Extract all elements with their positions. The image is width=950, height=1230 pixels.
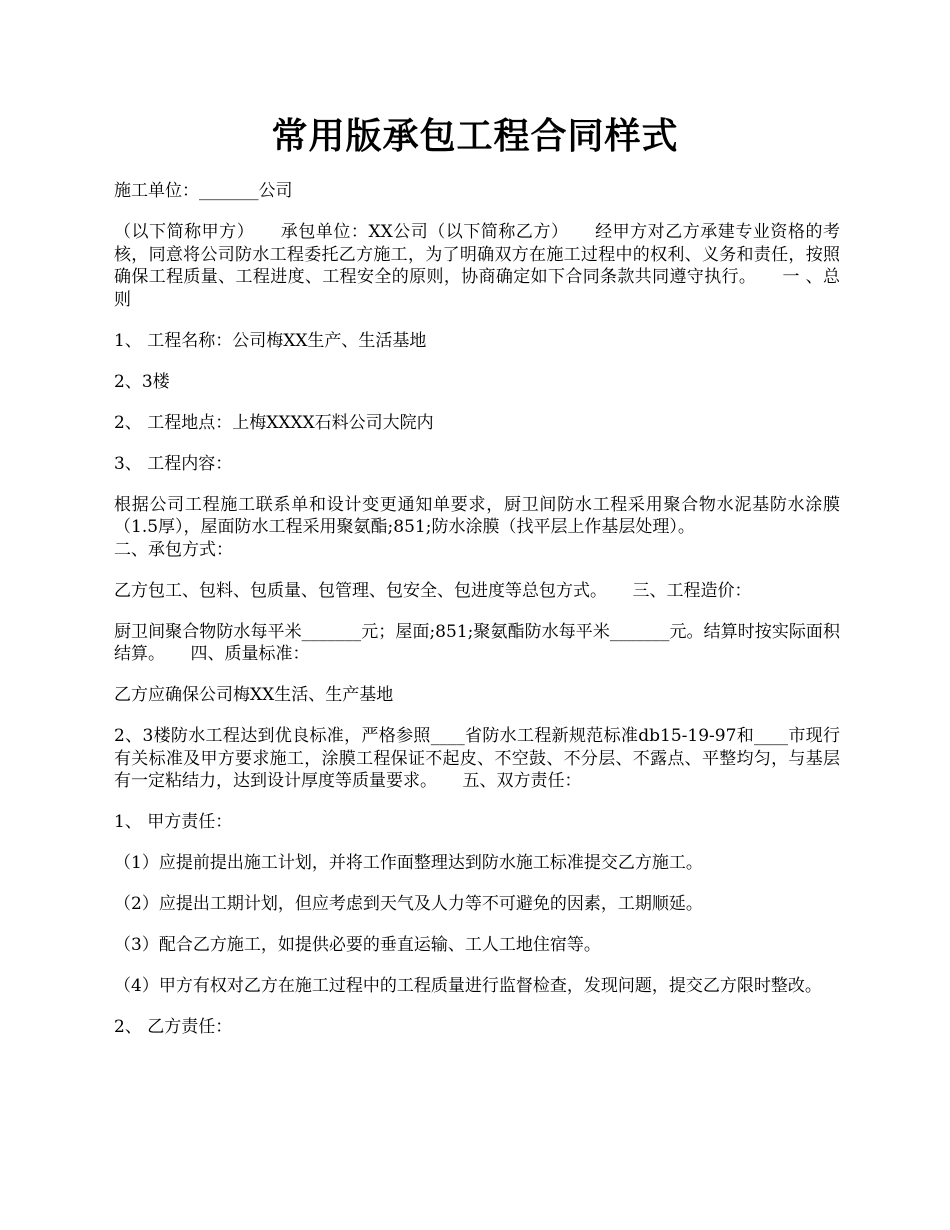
paragraph-floors: 2、3楼	[114, 371, 170, 392]
paragraph-party-a-item-1: （1）应提前提出施工计划，并将工作面整理达到防水施工标准提交乙方施工。	[114, 853, 703, 873]
document-title: 常用版承包工程合同样式	[271, 115, 679, 157]
paragraph-contract-mode: 乙方包工、包料、包质量、包管理、包安全、包进度等总包方式。 三、工程造价：	[114, 580, 752, 601]
paragraph-party-a-item-3: （3）配合乙方施工，如提供必要的垂直运输、工人工地住宿等。	[114, 935, 601, 955]
paragraph-project-location: 2、 工程地点：上梅XXXX石料公司大院内	[114, 412, 434, 433]
paragraph-project-name: 1、 工程名称：公司梅XX生产、生活基地	[114, 330, 427, 351]
paragraph-party-b-heading: 2、 乙方责任：	[114, 1017, 233, 1037]
paragraph-contract-mode-heading: 二、承包方式：	[114, 539, 233, 560]
document-body	[114, 180, 840, 1057]
paragraph-quality-standard: 2、3楼防水工程达到优良标准，严格参照____省防水工程新规范标准db15-19-97和____市现行有关标准及甲方要求施工，涂膜工程保证不起皮、不空鼓、不分层、不露点、平整均匀，与基层有一定粘结力，达到设计厚度等质量要求。 五、双方责任：	[114, 726, 840, 791]
paragraph-project-cost: 厨卫间聚合物防水每平米_______元；屋面;851;聚氨酯防水每平米_______元。结算时按实际面积结算。 四、质量标准：	[114, 621, 840, 664]
paragraph-party-a-heading: 1、 甲方责任：	[114, 812, 233, 832]
paragraph-party-a-item-2: （2）应提出工期计划，但应考虑到天气及人力等不可避免的因素，工期顺延。	[114, 894, 703, 914]
paragraph-project-content-heading: 3、 工程内容：	[114, 453, 233, 474]
paragraph-intro: （以下简称甲方） 承包单位：XX公司（以下简称乙方） 经甲方对乙方承建专业资格的考核，同意将公司防水工程委托乙方施工，为了明确双方在施工过程中的权利、义务和责任，按照确保工程质量、工程进度、工程安全的原则，协商确定如下合同条款共同遵守执行。 一 、总则	[114, 222, 840, 310]
paragraph-party-a-item-4: （4）甲方有权对乙方在施工过程中的工程质量进行监督检查，发现问题，提交乙方限时整改。	[114, 976, 822, 996]
paragraph-quality-site: 乙方应确保公司梅XX生活、生产基地	[114, 685, 394, 705]
paragraph-construction-unit: 施工单位：_______公司	[114, 181, 293, 201]
paragraph-project-content: 根据公司工程施工联系单和设计变更通知单要求，厨卫间防水工程采用聚合物水泥基防水涂膜（1.5厚），屋面防水工程采用聚氨酯;851;防水涂膜（找平层上作基层处理）。	[114, 494, 840, 537]
